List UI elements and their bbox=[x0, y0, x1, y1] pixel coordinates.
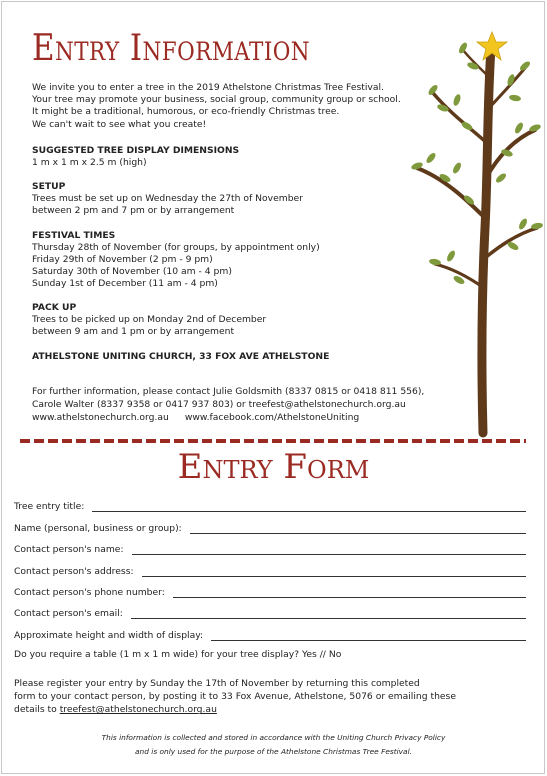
section-line: 1 m x 1 m x 2.5 m (high) bbox=[32, 157, 147, 168]
field-name[interactable] bbox=[14, 520, 526, 534]
field-input-line[interactable] bbox=[211, 630, 526, 641]
section-venue bbox=[32, 351, 329, 363]
field-contact-phone[interactable] bbox=[14, 584, 526, 598]
field-input-line[interactable] bbox=[173, 587, 526, 598]
field-label: Tree entry title: bbox=[14, 501, 85, 512]
section-pack-up bbox=[32, 302, 266, 338]
field-label: Contact person's name: bbox=[14, 544, 124, 555]
field-contact-name[interactable] bbox=[14, 541, 526, 555]
field-contact-email[interactable] bbox=[14, 605, 526, 619]
field-input-line[interactable] bbox=[92, 501, 526, 512]
page-title: Entry Information bbox=[32, 28, 311, 69]
contact-line: Carole Walter (8337 9358 or 0417 937 803) or treefest@athelstonechurch.org.au bbox=[32, 399, 406, 411]
note-line: form to your contact person, by posting it to 33 Fox Avenue, Athelstone, 5076 or emailing these bbox=[14, 691, 456, 703]
email-link[interactable]: treefest@athelstonechurch.org.au bbox=[59, 704, 217, 716]
table-question: Do you require a table (1 m x 1 m wide) for your tree display? Yes // No bbox=[14, 649, 342, 660]
facebook-link[interactable]: www.facebook.com/AthelstoneUniting bbox=[184, 412, 360, 424]
field-contact-address[interactable] bbox=[14, 563, 526, 577]
field-label: Contact person's phone number: bbox=[14, 587, 165, 598]
intro-line: Your tree may promote your business, social group, community group or school. bbox=[32, 94, 401, 106]
section-heading: SUGGESTED TREE DISPLAY DIMENSIONS bbox=[32, 145, 240, 156]
section-line: Trees must be set up on Wednesday the 27th of November bbox=[32, 193, 303, 204]
note-line: Please register your entry by Sunday the 17th of November by returning this completed bbox=[14, 678, 420, 689]
venue-heading: ATHELSTONE UNITING CHURCH, 33 FOX AVE ATHELSTONE bbox=[32, 351, 330, 362]
section-dimensions bbox=[32, 145, 239, 169]
field-display-size[interactable] bbox=[14, 627, 526, 641]
form-title: Entry Form bbox=[177, 447, 370, 487]
intro-line: We invite you to enter a tree in the 2019 Athelstone Christmas Tree Festival. bbox=[32, 82, 384, 93]
field-label: Contact person's email: bbox=[14, 608, 123, 619]
section-line: between 2 pm and 7 pm or by arrangement bbox=[32, 205, 235, 216]
note-line bbox=[14, 703, 484, 716]
section-setup bbox=[32, 181, 303, 217]
field-input-line[interactable] bbox=[142, 566, 526, 577]
registration-note bbox=[14, 677, 484, 717]
contact-line: For further information, please contact Julie Goldsmith (8337 0815 or 0418 811 556), bbox=[32, 386, 425, 397]
field-input-line[interactable] bbox=[190, 523, 526, 534]
section-line: Sunday 1st of December (11 am - 4 pm) bbox=[32, 278, 218, 289]
field-input-line[interactable] bbox=[131, 608, 526, 619]
section-line: between 9 am and 1 pm or by arrangement bbox=[32, 326, 235, 337]
intro-line: It might be a traditional, humorous, or eco-friendly Christmas tree. bbox=[32, 106, 340, 118]
field-label: Contact person's address: bbox=[14, 566, 134, 577]
intro-line: We can't wait to see what you create! bbox=[32, 118, 207, 130]
section-heading: FESTIVAL TIMES bbox=[32, 230, 116, 241]
section-festival-times bbox=[32, 230, 320, 290]
section-line: Friday 29th of November (2 pm - 9 pm) bbox=[32, 254, 213, 265]
tree-trunk-icon bbox=[417, 48, 537, 433]
website-link[interactable]: www.athelstonechurch.org.au bbox=[32, 412, 169, 424]
section-heading: SETUP bbox=[32, 181, 66, 192]
intro-text bbox=[32, 82, 432, 131]
field-label: Approximate height and width of display: bbox=[14, 630, 204, 641]
privacy-line: This information is collected and stored in accordance with the Uniting Church Privacy Policy bbox=[101, 733, 446, 742]
section-line: Trees to be picked up on Monday 2nd of December bbox=[32, 314, 267, 325]
christmas-tree-illustration bbox=[395, 28, 545, 438]
section-divider bbox=[20, 439, 526, 443]
section-line: Saturday 30th of November (10 am - 4 pm) bbox=[32, 266, 232, 277]
privacy-line: and is only used for the purpose of the Athelstone Christmas Tree Festival. bbox=[135, 747, 412, 756]
note-prefix: details to bbox=[14, 704, 60, 716]
field-tree-entry-title[interactable] bbox=[14, 498, 526, 512]
field-label: Name (personal, business or group): bbox=[14, 523, 182, 534]
tree-leaves-icon bbox=[410, 41, 543, 285]
section-line: Thursday 28th of November (for groups, by appointment only) bbox=[32, 242, 320, 253]
section-heading: PACK UP bbox=[32, 302, 77, 313]
field-input-line[interactable] bbox=[132, 544, 526, 555]
privacy-statement bbox=[0, 731, 547, 759]
